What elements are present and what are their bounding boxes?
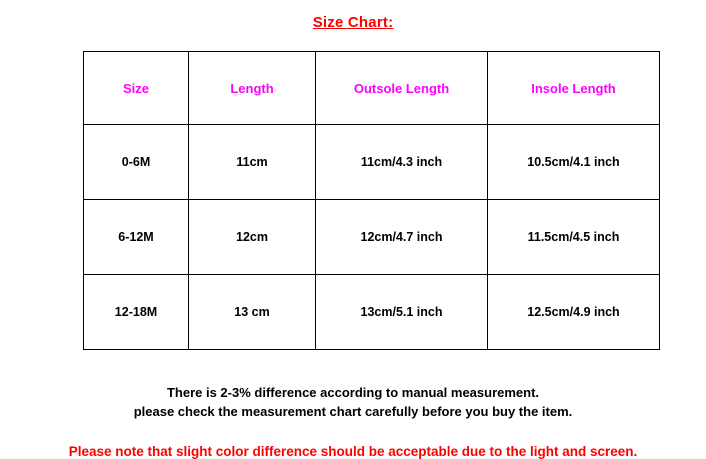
cell-size: 12-18M: [84, 275, 189, 350]
table-row: [84, 200, 660, 275]
cell-size: 6-12M: [84, 200, 189, 275]
cell-length: 11cm: [189, 125, 316, 200]
cell-insole-length: 11.5cm/4.5 inch: [488, 200, 660, 275]
page-title: Size Chart:: [312, 14, 394, 31]
table-row: [84, 125, 660, 200]
note-line-2: please check the measurement chart carefully before you buy the item.: [133, 403, 573, 419]
cell-insole-length: 10.5cm/4.1 inch: [488, 125, 660, 200]
note-line-1: There is 2-3% difference according to manual measurement.: [166, 385, 540, 400]
cell-outsole-length: 11cm/4.3 inch: [316, 125, 488, 200]
color-difference-warning: Please note that slight color difference should be acceptable due to the light and screen.: [68, 443, 638, 459]
cell-insole-length: 12.5cm/4.9 inch: [488, 275, 660, 350]
table-row: [84, 275, 660, 350]
table-header-size: Size: [84, 52, 189, 125]
table-header-outsole-length: Outsole Length: [316, 52, 488, 125]
size-chart-table-wrap: [83, 51, 623, 350]
table-header-row: [84, 52, 660, 125]
cell-length: 12cm: [189, 200, 316, 275]
measurement-notes: [0, 384, 706, 422]
cell-outsole-length: 12cm/4.7 inch: [316, 200, 488, 275]
cell-size: 0-6M: [84, 125, 189, 200]
cell-length: 13 cm: [189, 275, 316, 350]
table-header-length: Length: [189, 52, 316, 125]
table-header-insole-length: Insole Length: [488, 52, 660, 125]
cell-outsole-length: 13cm/5.1 inch: [316, 275, 488, 350]
size-chart-table: [83, 51, 660, 350]
